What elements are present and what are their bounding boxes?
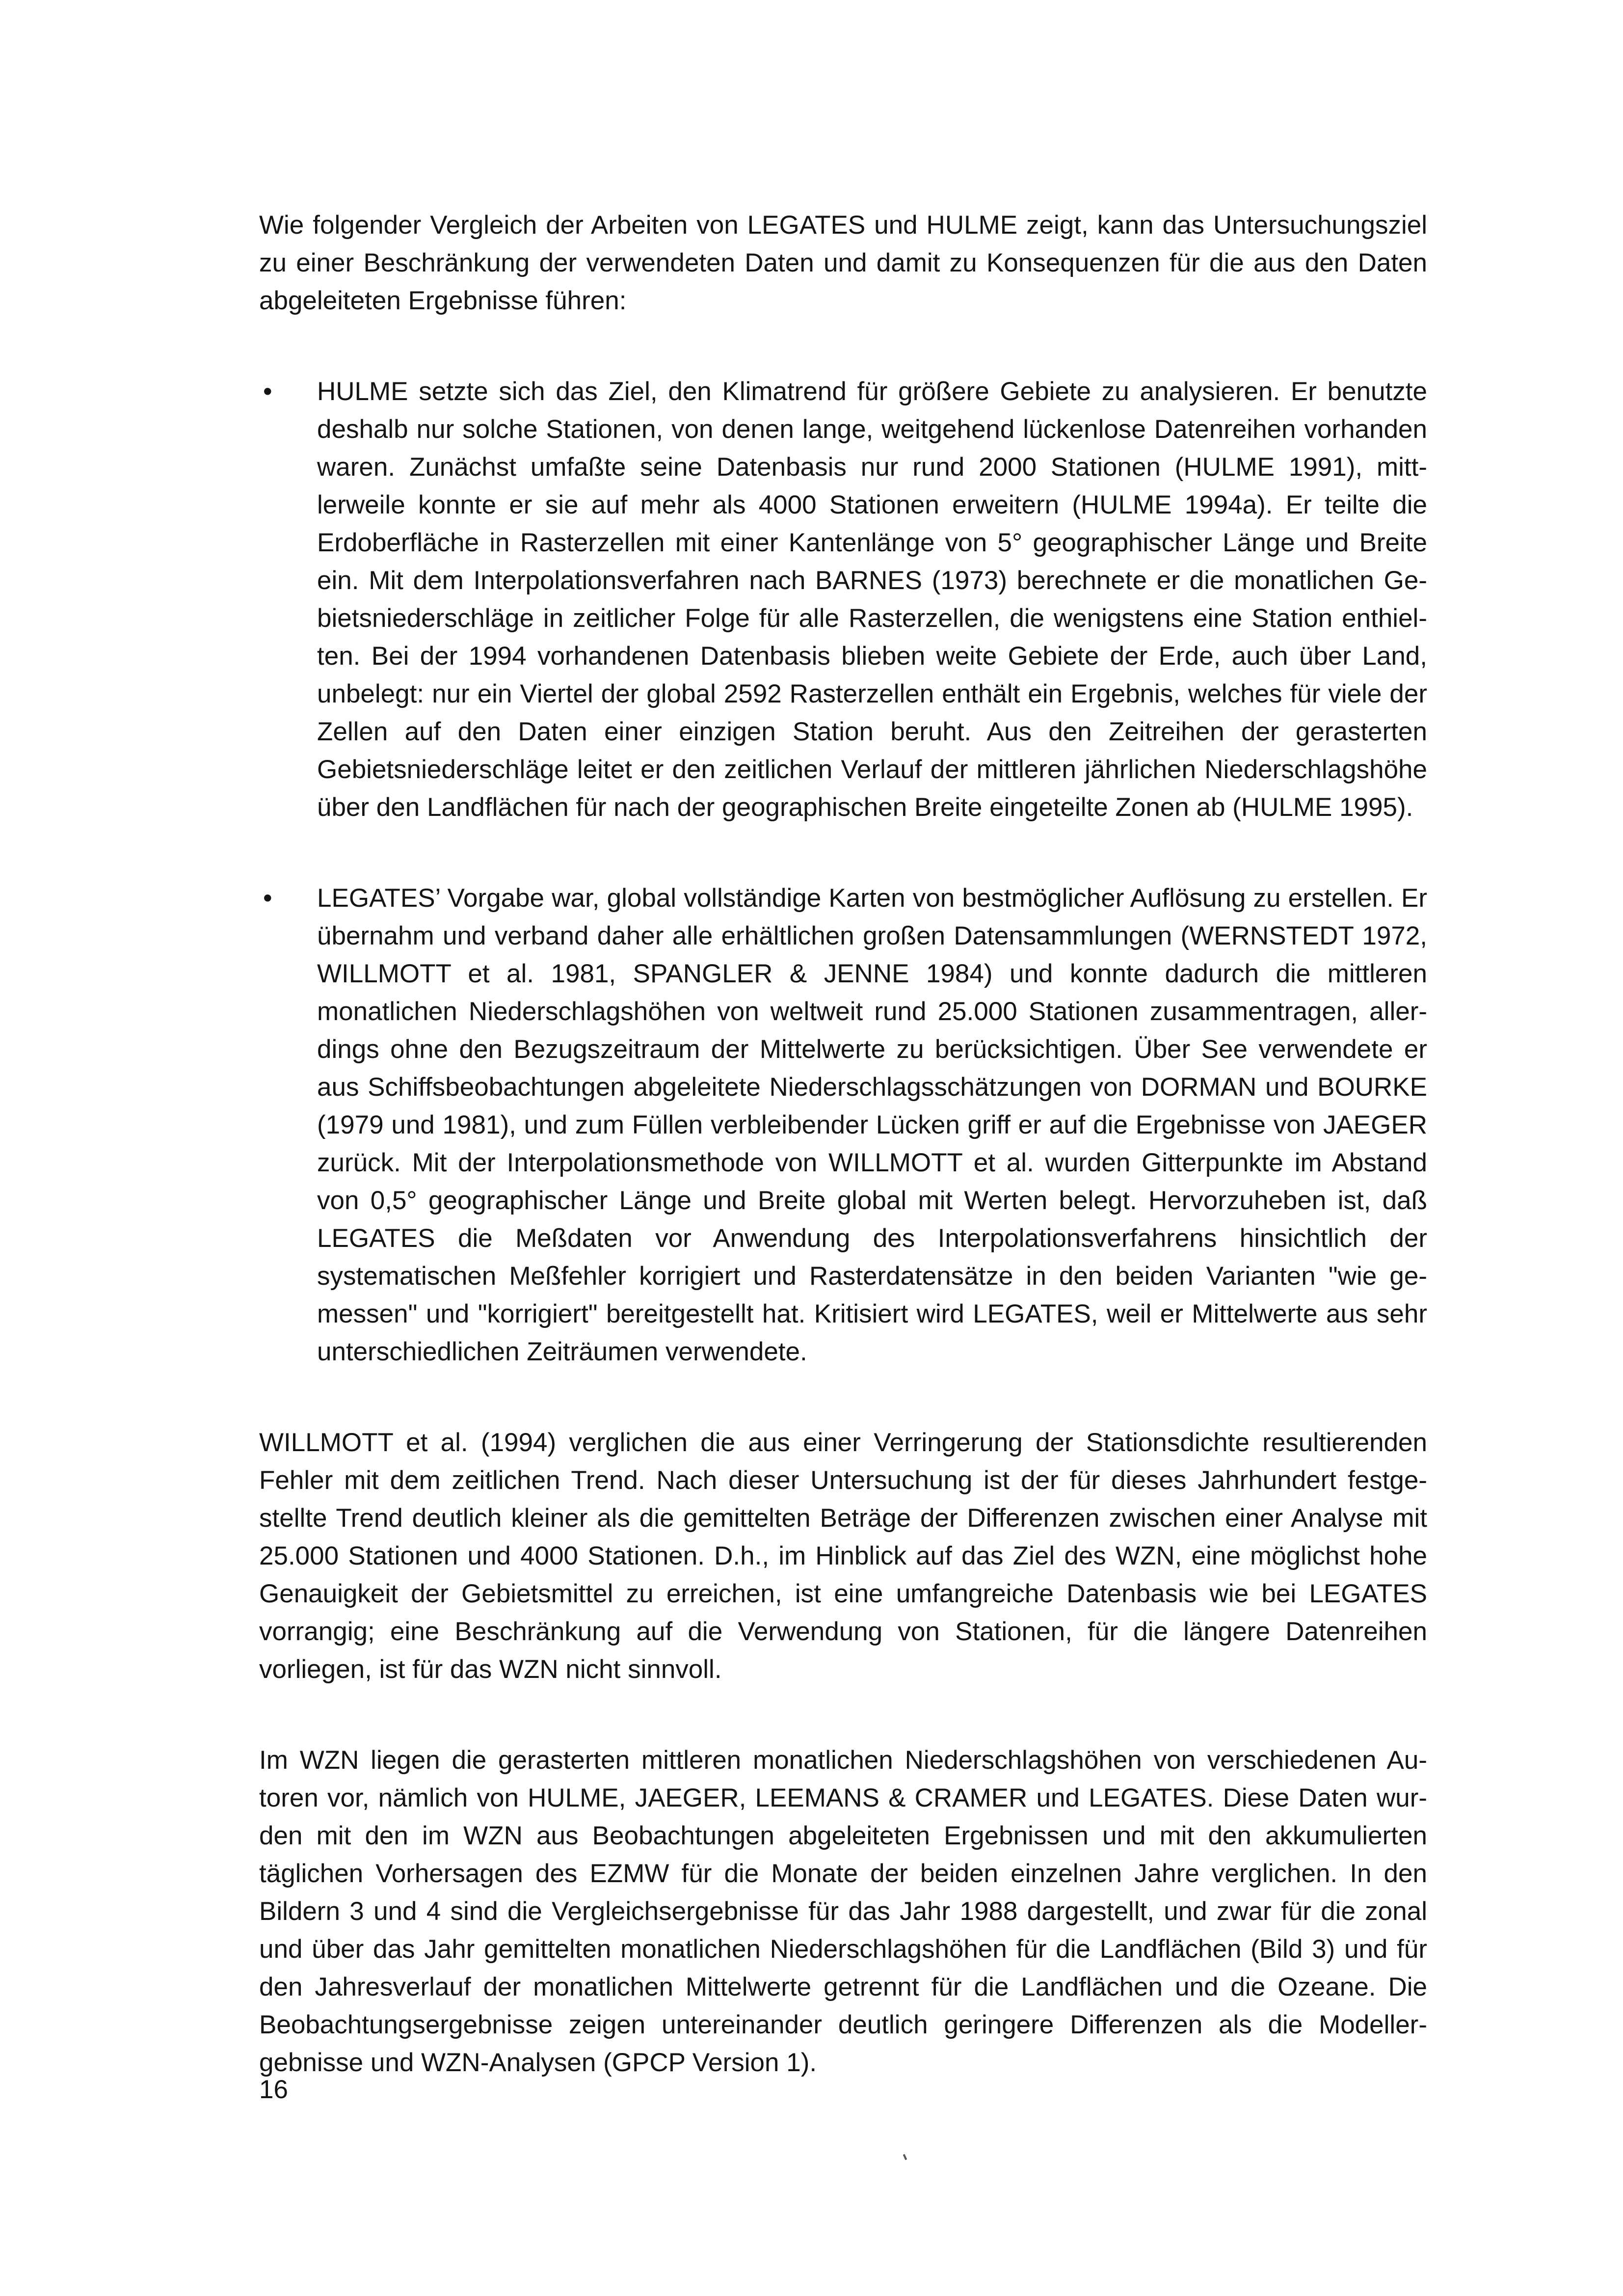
wzn-paragraph: Im WZN liegen die gerasterten mittleren monatlichen Niederschlagshöhen von verschiedenen Autoren vor, nämlich von HULME, JAEGER, LEEMANS & CRAMER und LEGATES. Diese Daten wurden mit den im WZN aus Beobachtungen abgeleiteten Ergebnissen und mit den akkumulierten täglichen Vorhersagen des EZMW für die Monate der beiden einzelnen Jahre verglichen. In den Bildern 3 und 4 sind die Vergleichsergebnisse für das Jahr 1988 dargestellt, und zwar für die zonal und über das Jahr gemittelten monatlichen Niederschlagshöhen für die Landflächen (Bild 3) und für den Jahresverlauf der monatlichen Mittelwerte getrennt für die Landflächen und die Ozeane. Die Beobachtungsergebnisse zeigen untereinander deutlich geringere Differenzen als die Modellergebnisse und WZN-Analysen (GPCP Version 1). [259, 1746, 1427, 2077]
bullet-list [259, 373, 1427, 1371]
list-item-legates [259, 879, 1427, 1371]
intro-paragraph: Wie folgender Vergleich der Arbeiten von LEGATES und HULME zeigt, kann das Untersuchungsziel zu einer Beschränkung der verwendeten Daten und damit zu Konsequenzen für die aus den Daten abgeleiteten Ergebnisse führen: [259, 211, 1427, 315]
page-body [259, 206, 1427, 2081]
list-item-text: LEGATES’ Vorgabe war, global vollständige Karten von bestmöglicher Auflösung zu erstellen. Er übernahm und verband daher alle erhältlichen großen Datensammlungen (WERNSTEDT 1972, WILLMOTT et al. 1981, SPANGLER & JENNE 1984) und konnte dadurch die mittleren monatlichen Niederschlagshöhen von weltweit rund 25.000 Stationen zusammentragen, allerdings ohne den Bezugszeitraum der Mittelwerte zu berücksichtigen. Über See verwendete er aus Schiffsbeobachtungen abgeleitete Niederschlagsschätzungen von DORMAN und BOURKE (1979 und 1981), und zum Füllen verbleibender Lücken griff er auf die Ergebnisse von JAEGER zurück. Mit der Interpolationsmethode von WILLMOTT et al. wurden Gitterpunkte im Abstand von 0,5° geographischer Länge und Breite global mit Werten belegt. Hervorzuheben ist, daß LEGATES die Meßdaten vor Anwendung des Interpolationsverfahrens hinsichtlich der systematischen Meßfehler korrigiert und Rasterdatensätze in den beiden Varianten "wie gemessen" und "korrigiert" bereitgestellt hat. Kritisiert wird LEGATES, weil er Mittelwerte aus sehr unterschiedlichen Zeiträumen verwendete. [317, 884, 1427, 1366]
bullet-icon: • [263, 377, 272, 406]
list-item-text: HULME setzte sich das Ziel, den Klimatrend für größere Gebiete zu analysieren. Er benutzte deshalb nur solche Stationen, von denen lange, weitgehend lückenlose Datenreihen vorhanden waren. Zunächst umfaßte seine Datenbasis nur rund 2000 Stationen (HULME 1991), mittlerweile konnte er sie auf mehr als 4000 Stationen erweitern (HULME 1994a). Er teilte die Erdoberfläche in Rasterzellen mit einer Kantenlänge von 5° geographischer Länge und Breite ein. Mit dem Interpolationsverfahren nach BARNES (1973) berechnete er die monatlichen Gebietsniederschläge in zeitlicher Folge für alle Rasterzellen, die wenigstens eine Station enthielten. Bei der 1994 vorhandenen Datenbasis blieben weite Gebiete der Erde, auch über Land, unbelegt: nur ein Viertel der global 2592 Rasterzellen enthält ein Ergebnis, welches für viele der Zellen auf den Daten einer einzigen Station beruht. Aus den Zeitreihen der gerasterten Gebietsniederschläge leitet er den zeitlichen Verlauf der mittleren jährlichen Niederschlagshöhe über den Landflächen für nach der geographischen Breite eingeteilte Zonen ab (HULME 1995). [317, 377, 1427, 822]
bullet-icon: • [263, 884, 272, 913]
willmott-paragraph: WILLMOTT et al. (1994) verglichen die aus einer Verringerung der Stationsdichte resultierenden Fehler mit dem zeitlichen Trend. Nach dieser Untersuchung ist der für dieses Jahrhundert festgestellte Trend deutlich kleiner als die gemittelten Beträge der Differenzen zwischen einer Analyse mit 25.000 Stationen und 4000 Stationen. D.h., im Hinblick auf das Ziel des WZN, eine möglichst hohe Genauigkeit der Gebietsmittel zu erreichen, ist eine umfangreiche Datenbasis wie bei LEGATES vorrangig; eine Beschränkung auf die Verwendung von Stationen, für die längere Datenreihen vorliegen, ist für das WZN nicht sinnvoll. [259, 1428, 1427, 1684]
page-number: 16 [259, 2075, 288, 2104]
list-item-hulme [259, 373, 1427, 826]
scan-speck [903, 2154, 907, 2161]
